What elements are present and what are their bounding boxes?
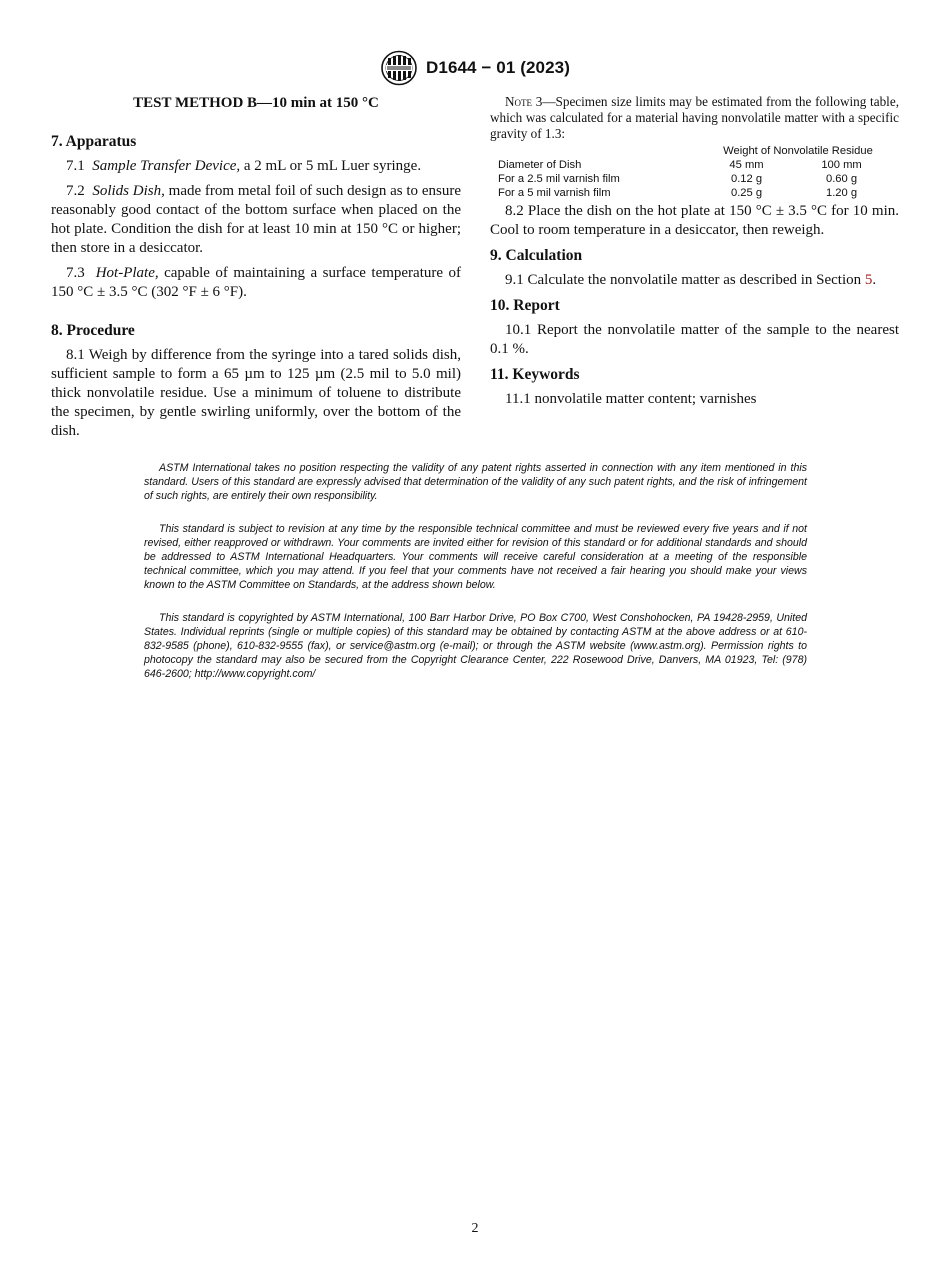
table-cell: 45 mm (729, 159, 764, 171)
table-header: Weight of Nonvolatile Residue (723, 145, 873, 157)
table-cell: 0.60 g (825, 173, 858, 185)
table-cell: 0.12 g (730, 173, 763, 185)
table-row (498, 186, 893, 200)
note-text: 3—Specimen size limits may be estimated from the following table, which was calculated for a material having nonvolatile matter with a specific gravity of 1.3: (490, 94, 899, 141)
para-text: made from metal foil of such design as to ensure reasonably good contact of the bottom surface when placed on the hot plate. Condition the dish for at least 10 min at 150 °C or higher; then store in a desiccator. (51, 183, 461, 256)
paragraph-11-1: 11.1 nonvolatile matter content; varnishes (505, 391, 757, 407)
astm-logo-icon (380, 50, 418, 86)
paragraph-8-2: 8.2 Place the dish on the hot plate at 150 °C ± 3.5 °C for 10 min. Cool to room temperature in a desiccator, then reweigh. (490, 203, 899, 238)
section-9-title: 9. Calculation (490, 247, 583, 264)
section-8-title: 8. Procedure (51, 322, 135, 339)
para-number: 7.2 (66, 183, 85, 199)
revision-notice-text: This standard is subject to revision at any time by the responsible technical committee and must be reviewed every five years and if not revised, either reapproved or withdrawn. Your comments are invited either for revision of this standard or for additional standards and should be addressed to ASTM International Headquarters. Your comments will receive careful consideration at a meeting of the responsible technical committee, which you may attend. If you feel that your comments have not received a fair hearing you should make your views known to the ASTM Committee on Standards, at the address shown below. (144, 523, 807, 591)
table-cell: For a 5 mil varnish film (498, 187, 611, 199)
paragraph-7-1 (51, 157, 461, 176)
page-number: 2 (471, 1221, 479, 1236)
table-cell: Diameter of Dish (498, 159, 582, 171)
patent-notice (144, 461, 807, 503)
page-header (0, 50, 950, 86)
table-row (498, 158, 893, 172)
defined-term: Solids Dish, (92, 183, 165, 199)
document-designation: D1644 − 01 (2023) (426, 58, 570, 77)
para-text: 9.1 Calculate the nonvolatile matter as described in Section (505, 272, 865, 288)
specimen-size-table (498, 144, 893, 200)
section-11-title: 11. Keywords (490, 366, 580, 383)
section-10-title: 10. Report (490, 297, 560, 314)
para-text: capable of maintaining a surface temperature of 150 °C ± 3.5 °C (302 °F ± 6 °F). (51, 265, 462, 300)
defined-term: Sample Transfer Device, (92, 158, 241, 174)
note-3 (490, 94, 899, 142)
method-title: TEST METHOD B—10 min at 150 °C (133, 95, 379, 111)
table-cell: 0.25 g (730, 187, 763, 199)
table-cell: For a 2.5 mil varnish film (498, 173, 620, 185)
right-column (490, 94, 899, 415)
paragraph-7-3 (51, 264, 461, 302)
para-end: . (872, 272, 877, 288)
para-number: 7.3 (66, 265, 85, 281)
paragraph-7-2 (51, 182, 461, 258)
revision-notice (144, 522, 807, 592)
paragraph-8-1: 8.1 Weigh by difference from the syringe into a tared solids dish, sufficient sample to form a 65 µm to 125 µm (2.5 mil to 5.0 mil) thick nonvolatile residue. Use a minimum of toluene to distribute the specimen, by gentle swirling uniformly, over the bottom of the dish. (51, 347, 461, 439)
para-number: 7.1 (66, 158, 85, 174)
table-cell: 100 mm (821, 159, 862, 171)
copyright-notice-text: This standard is copyrighted by ASTM International, 100 Barr Harbor Drive, PO Box C700, West Conshohocken, PA 19428-2959, United States. Individual reprints (single or multiple copies) of this standard may be obtained by contacting ASTM at the above address or at 610-832-9585 (phone), 610-832-9555 (fax), or service@astm.org (e-mail); or through the ASTM website (www.astm.org). Permission rights to photocopy the standard may also be secured from the Copyright Clearance Center, 222 Rosewood Drive, Danvers, MA 01923, Tel: (978) 646-2600; http://www.copyright.com/ (144, 612, 807, 680)
para-text: a 2 mL or 5 mL Luer syringe. (240, 158, 422, 174)
copyright-notice (144, 611, 807, 681)
table-cell: 1.20 g (825, 187, 858, 199)
patent-notice-text: ASTM International takes no position respecting the validity of any patent rights asserted in connection with any item mentioned in this standard. Users of this standard are expressly advised that determination of the validity of any such patent rights, and the risk of infringement of such rights, are entirely their own responsibility. (144, 462, 807, 502)
paragraph-10-1: 10.1 Report the nonvolatile matter of the sample to the nearest 0.1 %. (490, 322, 899, 357)
table-row (498, 172, 893, 186)
left-column (51, 94, 461, 447)
defined-term: Hot-Plate, (95, 265, 159, 281)
note-label: Note (505, 94, 533, 109)
section-5-link[interactable]: 5 (864, 272, 873, 288)
section-7-title: 7. Apparatus (51, 133, 137, 150)
table-header-row (498, 144, 893, 158)
paragraph-9-1 (490, 271, 899, 290)
